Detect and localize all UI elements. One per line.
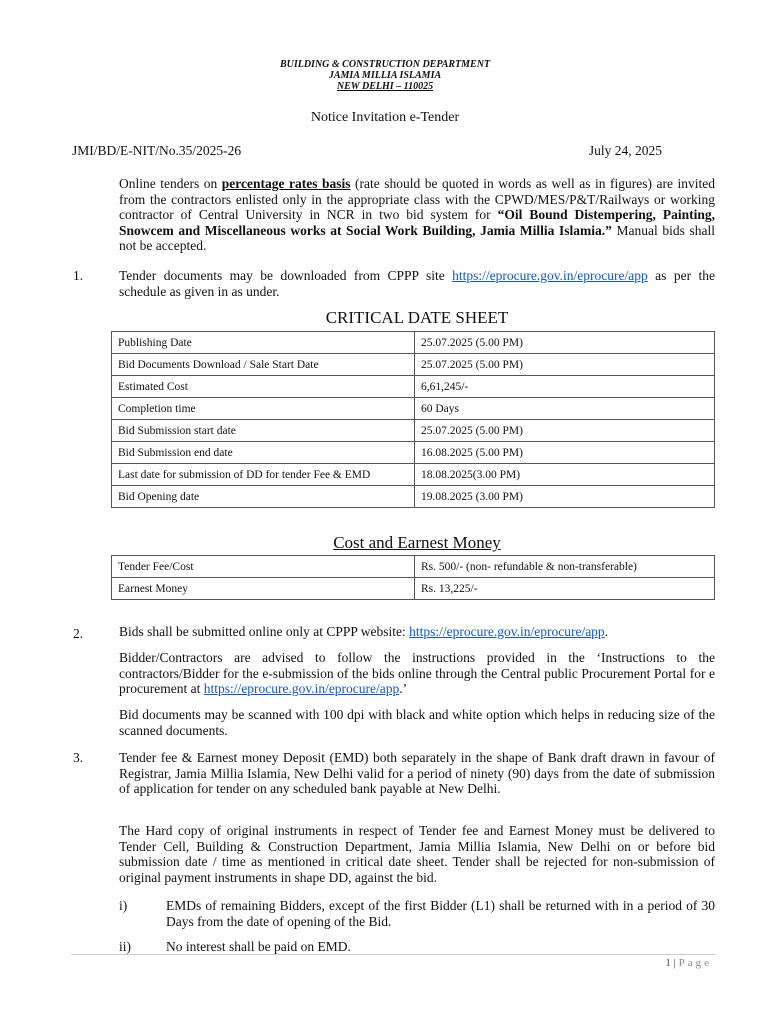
item2-scan-note: Bid documents may be scanned with 100 dpi with black and white option which helps in reducing size of the scanned documents.: [119, 707, 715, 738]
table-row: [112, 464, 715, 486]
row-label: Earnest Money: [112, 578, 415, 600]
item3-emd-text: Tender fee & Earnest money Deposit (EMD) both separately in the shape of Bank draft drawn in favour of Registrar, Jamia Millia Islamia, New Delhi valid for a period of ninety (90) days from the date of submission of application for tender on any scheduled bank payable at New Delhi.: [119, 750, 715, 796]
table-row: [112, 578, 715, 600]
row-value: Rs. 500/- (non- refundable & non-transferable): [415, 556, 715, 578]
item2-instructions: Bidder/Contractors are advised to follow the instructions provided in the ‘Instructions to the contractors/Bidder for the e-submission of the bids online through the Central public Procurement Portal for e procurement at https://eprocure.gov.in/eprocure/app.’: [119, 650, 715, 696]
row-value: 25.07.2025 (5.00 PM): [415, 420, 715, 442]
rate-basis: percentage rates basis: [221, 176, 351, 191]
sub-item-number: ii): [119, 939, 131, 954]
row-label: Bid Submission start date: [112, 420, 415, 442]
page-number: 1 | Page: [665, 957, 712, 969]
work-name: “Oil Bound Distempering, Painting, Snowcem and Miscellaneous works at Social Work Building, Jamia Millia Islamia.”: [119, 207, 715, 238]
cppp-website-link[interactable]: https://eprocure.gov.in/eprocure/app: [409, 624, 605, 639]
table-row: [112, 486, 715, 508]
row-label: Completion time: [112, 398, 415, 420]
footer-divider: [71, 954, 716, 955]
sub-item-text: EMDs of remaining Bidders, except of the first Bidder (L1) shall be returned with in a period of 30 Days from the date of opening of the Bid.: [166, 898, 715, 929]
row-value: 18.08.2025(3.00 PM): [415, 464, 715, 486]
row-value: 25.07.2025 (5.00 PM): [415, 354, 715, 376]
cost-table: [111, 555, 715, 600]
city-line: NEW DELHI – 110025: [336, 81, 434, 92]
item-number: 2.: [73, 626, 84, 641]
row-value: 16.08.2025 (5.00 PM): [415, 442, 715, 464]
table-row: [112, 376, 715, 398]
eprocure-link[interactable]: https://eprocure.gov.in/eprocure/app: [203, 681, 400, 696]
university-name: JAMIA MILLIA ISLAMIA: [328, 70, 442, 81]
row-label: Last date for submission of DD for tender Fee & EMD: [112, 464, 415, 486]
row-label: Bid Documents Download / Sale Start Date: [112, 354, 415, 376]
cppp-link[interactable]: https://eprocure.gov.in/eprocure/app: [452, 268, 648, 283]
row-value: 19.08.2025 (3.00 PM): [415, 486, 715, 508]
item-number: 1.: [73, 268, 84, 283]
row-value: Rs. 13,225/-: [415, 578, 715, 600]
row-value: 60 Days: [415, 398, 715, 420]
table-row: [112, 442, 715, 464]
cost-title: Cost and Earnest Money: [333, 533, 501, 552]
intro-paragraph: Online tenders on percentage rates basis (rate should be quoted in words as well as in figures) are invited from the contractors enlisted only in the appropriate class with the CPWD/MES/P&T/Railways or working contractor of Central University in NCR in two bid system for “Oil Bound Distempering, Painting, Snowcem and Miscellaneous works at Social Work Building, Jamia Millia Islamia.” Manual bids shall not be accepted.: [119, 176, 715, 253]
sub-item-text: No interest shall be paid on EMD.: [166, 939, 351, 954]
row-label: Tender Fee/Cost: [112, 556, 415, 578]
critical-date-sheet-title: CRITICAL DATE SHEET: [325, 308, 509, 327]
item3-hardcopy-text: The Hard copy of original instruments in respect of Tender fee and Earnest Money must be delivered to Tender Cell, Building & Construction Department, Jamia Millia Islamia, New Delhi on or before bid submission date / time as mentioned in critical date sheet. Tender shall be rejected for non-submission of original payment instruments in shape DD, against the bid.: [119, 823, 715, 885]
item1-text: Tender documents may be downloaded from CPPP site https://eprocure.gov.in/eprocure/app as per the schedule as given in as under.: [119, 268, 715, 299]
sub-item-number: i): [119, 898, 128, 913]
table-row: [112, 354, 715, 376]
department-name: BUILDING & CONSTRUCTION DEPARTMENT: [279, 59, 491, 70]
notice-title: Notice Invitation e-Tender: [310, 110, 460, 125]
row-value: 6,61,245/-: [415, 376, 715, 398]
table-row: [112, 332, 715, 354]
table-row: [112, 398, 715, 420]
row-label: Estimated Cost: [112, 376, 415, 398]
row-label: Bid Opening date: [112, 486, 415, 508]
item-number: 3.: [73, 750, 84, 765]
table-row: [112, 420, 715, 442]
row-label: Publishing Date: [112, 332, 415, 354]
item2-text: Bids shall be submitted online only at CPPP website: https://eprocure.gov.in/eprocure/app.: [119, 624, 609, 639]
row-value: 25.07.2025 (5.00 PM): [415, 332, 715, 354]
row-label: Bid Submission end date: [112, 442, 415, 464]
critical-date-table: [111, 331, 715, 508]
notice-date: July 24, 2025: [588, 143, 662, 158]
table-row: [112, 556, 715, 578]
reference-number: JMI/BD/E-NIT/No.35/2025-26: [72, 143, 242, 158]
